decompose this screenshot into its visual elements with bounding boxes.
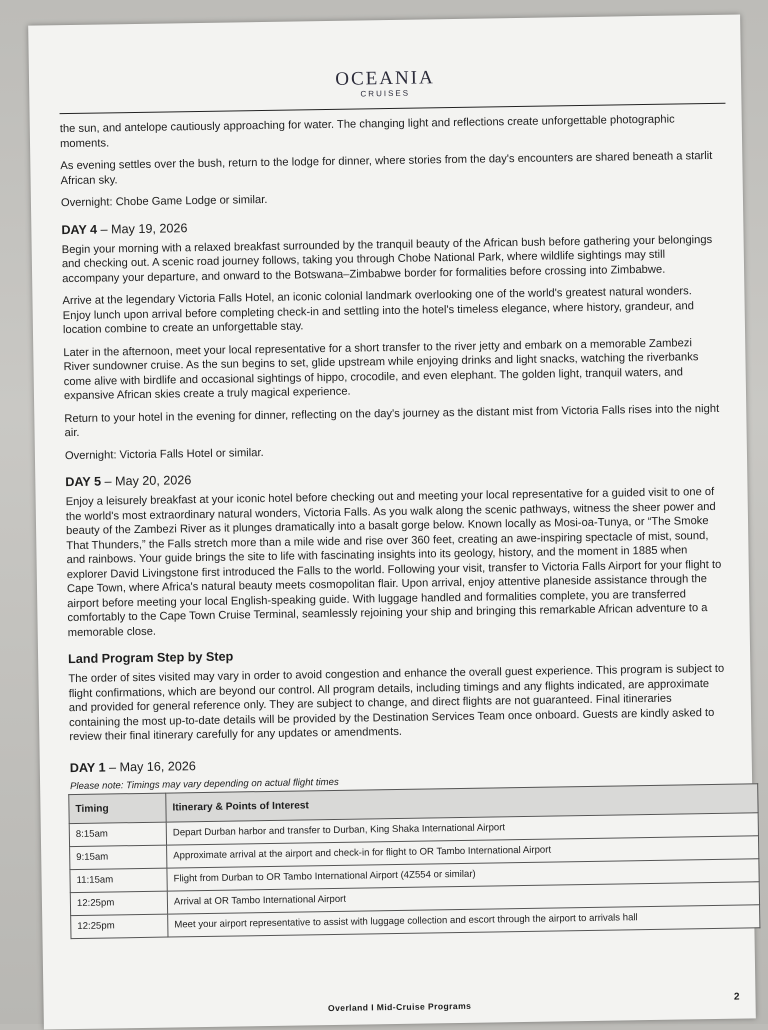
document-body	[30, 103, 755, 939]
land-program-heading: Land Program Step by Step	[68, 649, 234, 667]
row-time: 9:15am	[70, 845, 167, 870]
row-description: Depart Durban harbor and transfer to Durban, King Shaka International Airport	[166, 812, 758, 844]
intro-paragraph-1: the sun, and antelope cautiously approaching for water. The changing light and reflections create unforgettable photographic moments.	[59, 113, 675, 150]
day4-date: – May 19, 2026	[96, 220, 188, 237]
column-header-itinerary: Itinerary & Points of Interest	[166, 783, 758, 821]
day1-date: – May 16, 2026	[105, 758, 196, 775]
land-program-text: The order of sites visited may vary in order to avoid congestion and enhance the overall guest experience. This program is subject to flight confirmations, which are beyond our control. All program details, including timings and any flights indicated, are approximate and provided for general reference only. They are subject to change, and direct flights are not guaranteed. Final itineraries containing the most up-to-date details will be provided by the Destination Services Team once onboard. Guests are kindly asked to review their final itinerary carefully for any updates or amendments.	[68, 662, 725, 744]
day4-paragraph-4: Return to your hotel in the evening for dinner, reflecting on the day's journey as the distant mist from Victoria Falls rises into the night air.	[64, 402, 720, 440]
day5-label: DAY 5	[65, 474, 102, 490]
day5-date: – May 20, 2026	[100, 473, 192, 489]
timing-note: Please note: Timings may vary depending on actual flight times	[70, 776, 339, 792]
row-time: 12:25pm	[70, 891, 167, 916]
day4-paragraph-1: Begin your morning with a relaxed breakfast surrounded by the tranquil beauty of the African bush before gathering your belongings and checking out. A scenic road journey follows, taking you through Chobe National Park, where wildlife sightings may still accompany your departure, and onward to the Botswana–Zimbabwe border for formalities before crossing into Zimbabwe.	[61, 233, 713, 285]
row-description: Meet your airport representative to assist with luggage collection and escort through the airport to arrivals hall	[168, 904, 760, 936]
day4-overnight: Overnight: Victoria Falls Hotel or similar.	[64, 446, 264, 462]
day4-paragraph-2: Arrive at the legendary Victoria Falls Hotel, an iconic colonial landmark overlooking one of the world's greatest natural wonders. Enjoy lunch upon arrival before completing check-in and settling into the hotel's timeless elegance, where history, grandeur, and location combine to create an unforgettable stay.	[62, 285, 695, 337]
row-time: 8:15am	[69, 822, 166, 847]
logo-tagline: CRUISES	[360, 88, 411, 99]
document-page	[28, 14, 756, 1029]
day1-label: DAY 1	[69, 760, 106, 775]
row-description: Flight from Durban to OR Tambo International Airport (4Z554 or similar)	[167, 858, 759, 890]
row-time: 12:25pm	[71, 914, 168, 939]
page-number: 2	[733, 991, 740, 1003]
day4-label: DAY 4	[61, 222, 98, 237]
oceania-logo	[29, 62, 741, 103]
intro-paragraph-2: As evening settles over the bush, return to the lodge for dinner, where stories from the day's encounters are shared beneath a starlit African sky.	[60, 149, 713, 187]
column-header-timing: Timing	[69, 793, 166, 824]
page-footer: Overland I Mid-Cruise Programs	[327, 1000, 472, 1014]
day4-paragraph-3: Later in the afternoon, meet your local representative for a short transfer to the river jetty and embark on a memorable Zambezi River sundowner cruise. As the sun begins to set, glide upstream while enjoying drinks and light snacks, watching the riverbanks come alive with birdlife and occasional sightings of hippo, crocodile, and even elephant. The golden light, tranquil waters, and expansive African skies create a truly magical experience.	[63, 336, 699, 403]
row-description: Arrival at OR Tambo International Airport	[167, 881, 759, 913]
row-description: Approximate arrival at the airport and check-in for flight to OR Tambo International Airport	[167, 835, 759, 867]
day1-schedule-table	[68, 783, 760, 939]
day5-paragraph-1: Enjoy a leisurely breakfast at your iconic hotel before checking out and meeting your local representative for a guided visit to one of the world's most extraordinary natural wonders, Victoria Falls. As you walk along the scenic pathways, witness the sheer power and beauty of the Zambezi River as it plunges dramatically into a basalt gorge below. Known locally as Mosi-oa-Tunya, or “The Smoke That Thunders,” the Falls stretch more than a mile wide and rise over 360 feet, creating an awe-inspiring spectacle of mist, sound, and rainbows. Your guide brings the site to life with fascinating insights into its geology, history, and the moment in 1885 when explorer David Livingstone first introduced the Falls to the world. Following your visit, transfer to Victoria Falls Airport for your flight to Cape Town, where Africa's natural beauty meets cosmopolitan flair. Upon arrival, enjoy attentive planeside assistance through the airport before meeting your local English-speaking guide. With luggage handled and formalities complete, you are transferred comfortably to the Cape Town Cruise Terminal, seamlessly rejoining your ship and bringing this remarkable African adventure to a memorable close.	[65, 485, 722, 639]
intro-overnight: Overnight: Chobe Game Lodge or similar.	[60, 193, 268, 210]
row-time: 11:15am	[70, 868, 167, 893]
logo-brand: OCEANIA	[335, 67, 435, 90]
